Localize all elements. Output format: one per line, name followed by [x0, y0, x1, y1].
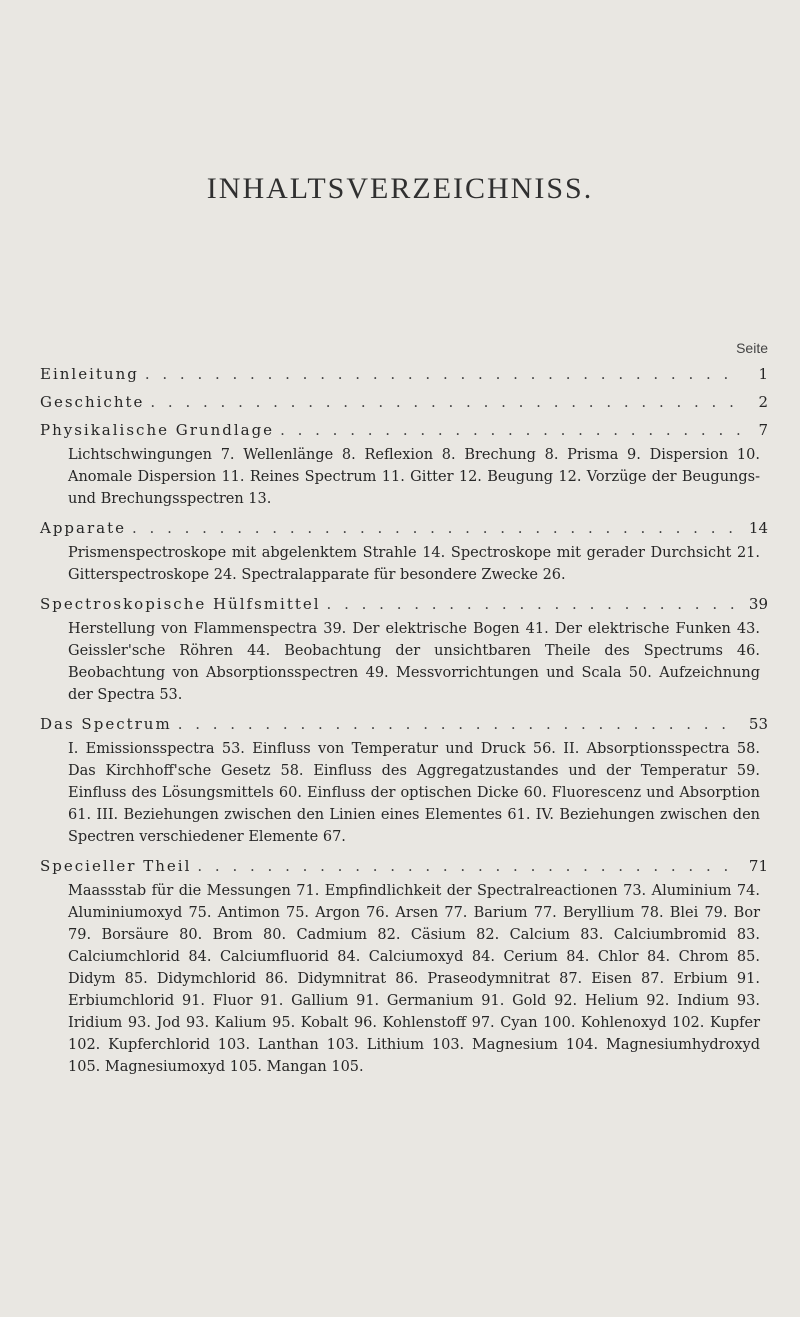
- toc-entry-label: Physikalische Grundlage: [40, 421, 275, 439]
- toc-line: [40, 854, 768, 878]
- toc-subtopics: Lichtschwingungen 7. Wellenlänge 8. Reflexion 8. Brechung 8. Prisma 9. Dispersion 10. Anomale Dispersion 11. Reines Spectrum 11. Gitter 12. Beugung 12. Vorzüge der Beugungs- und Brechungsspectren 13.: [68, 447, 760, 507]
- toc-line: [40, 712, 768, 736]
- toc-entry-label: Specieller Theil: [40, 857, 192, 875]
- dot-leader: [280, 418, 740, 442]
- toc-page-number: 39: [748, 595, 768, 613]
- toc-line: [40, 390, 768, 414]
- dot-leader: [132, 516, 740, 540]
- toc-page-number: 53: [748, 715, 768, 733]
- toc-entry-label: Das Spectrum: [40, 715, 172, 733]
- toc-subtopics: Herstellung von Flammenspectra 39. Der elektrische Bogen 41. Der elektrische Funken 43. Geissler'sche Röhren 44. Beobachtung der unsichtbaren Theile des Spectrums 46. Beobachtung von Absorptionsspectren 49. Messvorrichtungen und Scala 50. Aufzeichnung der Spectra 53.: [68, 621, 760, 703]
- toc-entry: [40, 854, 768, 1078]
- dot-leader: [197, 854, 740, 878]
- toc-subtopics: Prismenspectroskope mit abgelenktem Strahle 14. Spectroskope mit gerader Durchsicht 21. Gitterspectroskope 24. Spectralapparate für besondere Zwecke 26.: [68, 545, 760, 583]
- toc-line: [40, 592, 768, 616]
- toc-line: [40, 516, 768, 540]
- toc-line: [40, 418, 768, 442]
- dot-leader: [150, 390, 740, 414]
- toc-page-number: 2: [758, 393, 768, 411]
- toc-entry: [40, 592, 768, 706]
- toc-entry: [40, 712, 768, 848]
- toc-entry-label: Einleitung: [40, 365, 139, 383]
- toc-page-number: 1: [758, 365, 768, 383]
- dot-leader: [145, 362, 740, 386]
- toc-entry: [40, 390, 768, 414]
- toc-entry-label: Geschichte: [40, 393, 145, 411]
- toc-entry-label: Spectroskopische Hülfsmittel: [40, 595, 321, 613]
- page-column-header: Seite: [736, 340, 768, 356]
- toc-entry-label: Apparate: [40, 519, 126, 537]
- toc-page-number: 14: [748, 519, 768, 537]
- toc-page-number: 7: [758, 421, 768, 439]
- toc-entry: [40, 418, 768, 510]
- table-of-contents: [40, 362, 768, 1084]
- toc-subtopics: I. Emissionsspectra 53. Einfluss von Temperatur und Druck 56. II. Absorptionsspectra 58. Das Kirchhoff'sche Gesetz 58. Einfluss des Aggregatzustandes und der Temperatur 59. Einfluss des Lösungsmittels 60. Einfluss der optischen Dicke 60. Fluorescenz und Absorption 61. III. Beziehungen zwischen den Linien eines Elementes 61. IV. Beziehungen zwischen den Spectren verschiedener Elemente 67.: [68, 741, 760, 845]
- dot-leader: [178, 712, 740, 736]
- toc-subtopics: Maassstab für die Messungen 71. Empfindlichkeit der Spectralreactionen 73. Aluminium 74. Aluminiumoxyd 75. Antimon 75. Argon 76. Arsen 77. Barium 77. Beryllium 78. Blei 79. Bor 79. Borsäure 80. Brom 80. Cadmium 82. Cäsium 82. Calcium 83. Calciumbromid 83. Calciumchlorid 84. Calciumfluorid 84. Calciumoxyd 84. Cerium 84. Chlor 84. Chrom 85. Didym 85. Didymchlorid 86. Didymnitrat 86. Praseodymnitrat 87. Eisen 87. Erbium 91. Erbiumchlorid 91. Fluor 91. Gallium 91. Germanium 91. Gold 92. Helium 92. Indium 93. Iridium 93. Jod 93. Kalium 95. Kobalt 96. Kohlenstoff 97. Cyan 100. Kohlenoxyd 102. Kupfer 102. Kupferchlorid 103. Lanthan 103. Lithium 103. Magnesium 104. Magnesiumhydroxyd 105. Magnesiumoxyd 105. Mangan 105.: [68, 883, 760, 1075]
- toc-line: [40, 362, 768, 386]
- toc-page-number: 71: [748, 857, 768, 875]
- toc-entry: [40, 516, 768, 586]
- toc-entry: [40, 362, 768, 386]
- page-title: INHALTSVERZEICHNISS.: [206, 172, 594, 205]
- dot-leader: [327, 592, 740, 616]
